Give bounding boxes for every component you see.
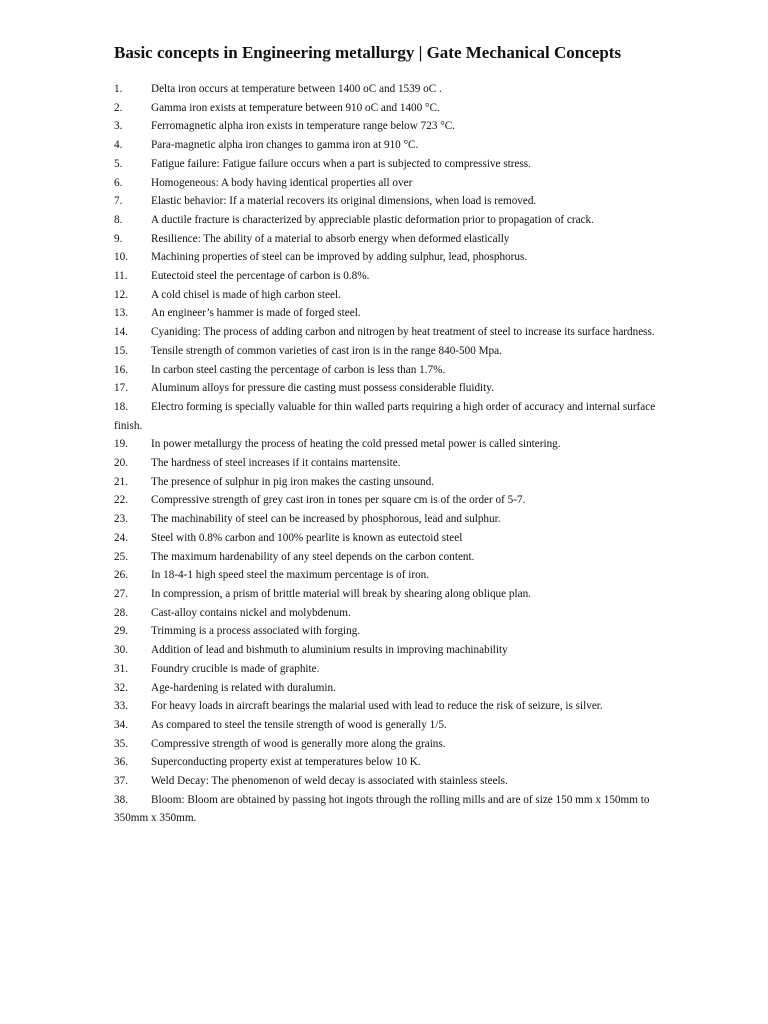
item-number: 2. — [114, 101, 123, 114]
item-number: 14. — [114, 326, 128, 339]
item-text: Homogeneous: A body having identical properties all over — [151, 176, 413, 189]
list-item — [114, 735, 659, 754]
list-item — [114, 772, 659, 791]
item-number: 37. — [114, 775, 128, 788]
list-item — [114, 716, 659, 735]
item-text: Age-hardening is related with duralumin. — [151, 681, 336, 694]
item-text: The machinability of steel can be increased by phosphorous, lead and sulphur. — [151, 513, 501, 526]
item-text: In 18-4-1 high speed steel the maximum percentage is of iron. — [151, 569, 430, 582]
list-item — [114, 566, 659, 585]
item-text: A cold chisel is made of high carbon steel. — [151, 288, 341, 301]
list-item — [114, 473, 659, 492]
item-text: An engineer’s hammer is made of forged steel. — [151, 307, 361, 320]
item-number: 35. — [114, 737, 128, 750]
item-text: The maximum hardenability of any steel depends on the carbon content. — [151, 550, 475, 563]
list-item — [114, 117, 659, 136]
item-number: 17. — [114, 382, 128, 395]
list-item — [114, 548, 659, 567]
list-item — [114, 604, 659, 623]
item-number: 27. — [114, 587, 128, 600]
item-text: Steel with 0.8% carbon and 100% pearlite is known as eutectoid steel — [151, 531, 463, 544]
item-number: 6. — [114, 176, 123, 189]
item-number: 30. — [114, 644, 128, 657]
item-number: 36. — [114, 756, 128, 769]
item-text: Fatigue failure: Fatigue failure occurs when a part is subjected to compressive stress. — [151, 157, 531, 170]
item-text: Cyaniding: The process of adding carbon and nitrogen by heat treatment of steel to increase its surface hardness. — [151, 326, 655, 339]
item-text: Foundry crucible is made of graphite. — [151, 662, 320, 675]
list-item — [114, 286, 659, 305]
item-number: 38. — [114, 793, 128, 806]
list-item — [114, 679, 659, 698]
page-title: Basic concepts in Engineering metallurgy | Gate Mechanical Concepts — [114, 43, 622, 62]
item-number: 10. — [114, 251, 128, 264]
concept-list — [114, 80, 659, 828]
item-number: 12. — [114, 288, 128, 301]
list-item — [114, 155, 659, 174]
item-number: 23. — [114, 513, 128, 526]
list-item — [114, 99, 659, 118]
list-item — [114, 304, 659, 323]
list-item — [114, 510, 659, 529]
item-text: Cast-alloy contains nickel and molybdenum. — [151, 606, 351, 619]
item-number: 4. — [114, 139, 123, 152]
item-number: 18. — [114, 400, 128, 413]
list-item — [114, 435, 659, 454]
item-number: 5. — [114, 157, 123, 170]
item-text: In carbon steel casting the percentage of carbon is less than 1.7%. — [151, 363, 446, 376]
item-number: 34. — [114, 718, 128, 731]
item-text: In power metallurgy the process of heating the cold pressed metal power is called sintering. — [151, 438, 561, 451]
item-number: 33. — [114, 700, 128, 713]
item-text: As compared to steel the tensile strength of wood is generally 1/5. — [151, 718, 447, 731]
item-text: For heavy loads in aircraft bearings the malarial used with lead to reduce the risk of seizure, is silver. — [151, 700, 603, 713]
list-item — [114, 342, 659, 361]
item-number: 1. — [114, 83, 123, 95]
item-text: Elastic behavior: If a material recovers its original dimensions, when load is removed. — [151, 195, 537, 208]
item-number: 9. — [114, 232, 123, 245]
item-text: Machining properties of steel can be improved by adding sulphur, lead, phosphorus. — [151, 251, 528, 264]
item-text: Resilience: The ability of a material to absorb energy when deformed elastically — [151, 232, 510, 245]
list-item — [114, 361, 659, 380]
item-number: 20. — [114, 457, 128, 470]
item-text: Addition of lead and bishmuth to aluminium results in improving machinability — [151, 644, 508, 657]
item-number: 8. — [114, 213, 123, 226]
item-text: Compressive strength of wood is generally more along the grains. — [151, 737, 446, 750]
list-item — [114, 454, 659, 473]
item-text: In compression, a prism of brittle material will break by shearing along oblique plan. — [151, 587, 531, 600]
list-item — [114, 641, 659, 660]
item-number: 28. — [114, 606, 128, 619]
list-item — [114, 697, 659, 716]
list-item — [114, 136, 659, 155]
item-number: 25. — [114, 550, 128, 563]
item-number: 21. — [114, 475, 128, 488]
item-text: Bloom: Bloom are obtained by passing hot ingots through the rolling mills and are of size 150 mm x 150mm to 350mm x 350mm. — [114, 793, 650, 825]
list-item — [114, 660, 659, 679]
list-item — [114, 622, 659, 641]
item-number: 3. — [114, 120, 123, 133]
list-item — [114, 529, 659, 548]
item-number: 11. — [114, 270, 128, 283]
list-item — [114, 323, 659, 342]
list-item — [114, 791, 659, 828]
item-number: 15. — [114, 344, 128, 357]
list-item — [114, 248, 659, 267]
list-item — [114, 491, 659, 510]
list-item — [114, 267, 659, 286]
item-number: 26. — [114, 569, 128, 582]
item-text: Eutectoid steel the percentage of carbon is 0.8%. — [151, 270, 370, 283]
item-number: 13. — [114, 307, 128, 320]
item-number: 32. — [114, 681, 128, 694]
item-text: Aluminum alloys for pressure die casting must possess considerable fluidity. — [151, 382, 494, 395]
list-item — [114, 192, 659, 211]
list-item — [114, 753, 659, 772]
list-item — [114, 211, 659, 230]
list-item — [114, 398, 659, 435]
item-text: Superconducting property exist at temperatures below 10 K. — [151, 756, 421, 769]
item-text: The hardness of steel increases if it contains martensite. — [151, 457, 401, 470]
item-number: 16. — [114, 363, 128, 376]
list-item — [114, 379, 659, 398]
item-number: 7. — [114, 195, 123, 208]
item-text: Electro forming is specially valuable for thin walled parts requiring a high order of accuracy and internal surface finish. — [114, 400, 656, 432]
list-item — [114, 174, 659, 193]
item-number: 29. — [114, 625, 128, 638]
item-text: Delta iron occurs at temperature between 1400 oC and 1539 oC . — [151, 83, 442, 95]
item-text: Trimming is a process associated with forging. — [151, 625, 361, 638]
item-text: Weld Decay: The phenomenon of weld decay is associated with stainless steels. — [151, 775, 508, 788]
item-text: Compressive strength of grey cast iron in tones per square cm is of the order of 5-7. — [151, 494, 526, 507]
item-number: 24. — [114, 531, 128, 544]
item-text: A ductile fracture is characterized by appreciable plastic deformation prior to propagation of crack. — [151, 213, 594, 226]
item-number: 31. — [114, 662, 128, 675]
item-text: Para-magnetic alpha iron changes to gamma iron at 910 °C. — [151, 139, 419, 152]
list-item — [114, 585, 659, 604]
item-text: The presence of sulphur in pig iron makes the casting unsound. — [151, 475, 435, 488]
list-item — [114, 230, 659, 249]
item-number: 22. — [114, 494, 128, 507]
item-text: Gamma iron exists at temperature between 910 oC and 1400 °C. — [151, 101, 440, 114]
list-item — [114, 80, 659, 99]
item-text: Ferromagnetic alpha iron exists in temperature range below 723 °C. — [151, 120, 455, 133]
item-number: 19. — [114, 438, 128, 451]
item-text: Tensile strength of common varieties of cast iron is in the range 840-500 Mpa. — [151, 344, 502, 357]
